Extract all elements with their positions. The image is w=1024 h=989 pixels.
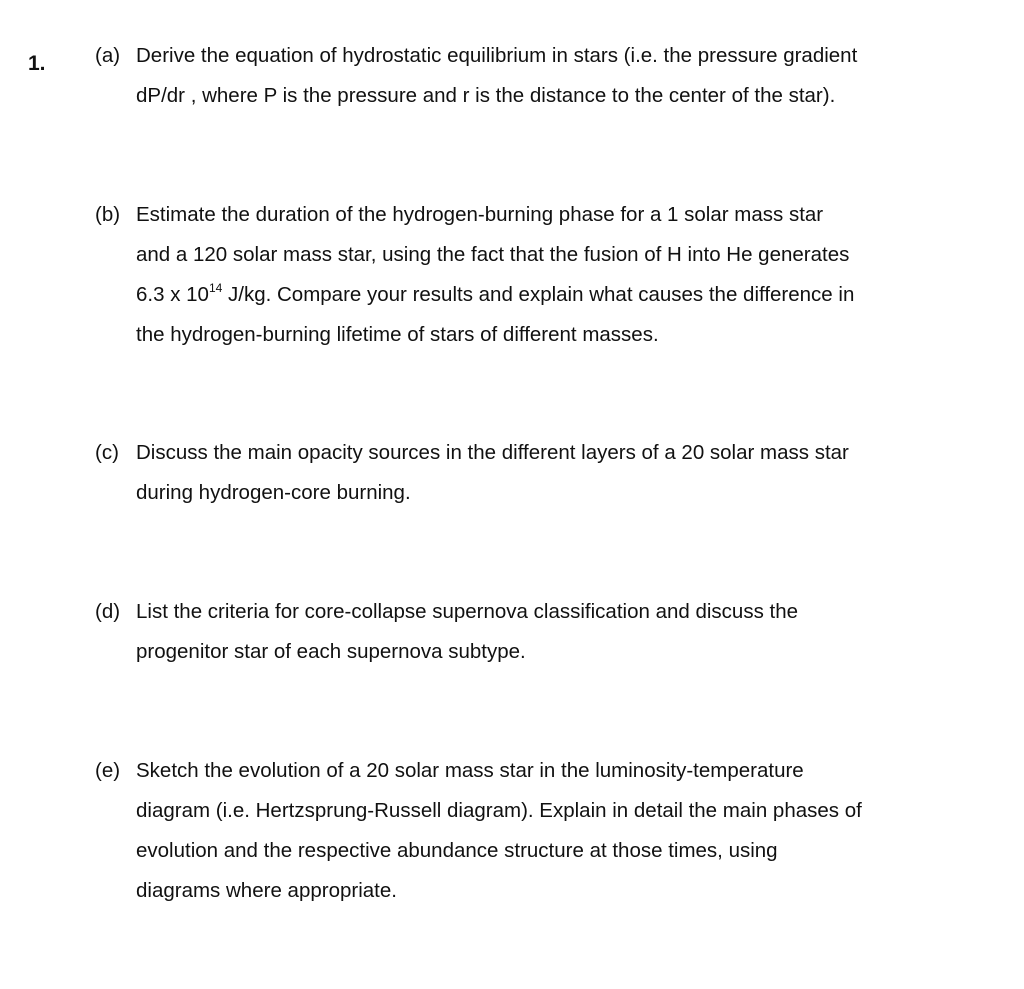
question-part-d <box>95 592 975 672</box>
part-d-text <box>136 592 975 672</box>
part-b-line-3-rest: J/kg. Compare your results and explain what causes the difference in <box>222 283 855 306</box>
question-part-e <box>95 751 975 911</box>
part-c-line-2: during hydrogen-core burning. <box>136 481 411 504</box>
part-e-line-2: diagram (i.e. Hertzsprung-Russell diagram). Explain in detail the main phases of <box>136 799 862 822</box>
part-d-line-1: List the criteria for core-collapse supernova classification and discuss the <box>136 600 799 623</box>
part-a-label: (a) <box>95 44 121 67</box>
part-d-line-2: progenitor star of each supernova subtype. <box>136 640 526 663</box>
part-b-label: (b) <box>95 203 121 226</box>
part-c-line-1: Discuss the main opacity sources in the different layers of a 20 solar mass star <box>136 441 849 464</box>
part-e-text <box>136 751 975 911</box>
part-b-line-2: and a 120 solar mass star, using the fact that the fusion of H into He generates <box>136 243 850 266</box>
part-a-line-1: Derive the equation of hydrostatic equilibrium in stars (i.e. the pressure gradient <box>136 44 858 67</box>
energy-exponent: 14 <box>208 281 223 295</box>
part-e-line-1: Sketch the evolution of a 20 solar mass star in the luminosity-temperature <box>136 759 804 782</box>
part-e-line-3: evolution and the respective abundance structure at those times, using <box>136 839 778 862</box>
part-e-label: (e) <box>95 759 121 782</box>
part-a-text <box>136 36 975 116</box>
part-b-text <box>136 195 975 355</box>
part-c-text <box>136 433 975 513</box>
part-b-line-3 <box>136 275 975 315</box>
question-part-b <box>95 195 975 355</box>
question-number: 1. <box>28 52 46 75</box>
part-c-label: (c) <box>95 441 119 464</box>
energy-value: 6.3 x 10 <box>136 283 209 306</box>
part-a-line-2: dP/dr , where P is the pressure and r is the distance to the center of the star). <box>136 84 836 107</box>
part-b-line-1: Estimate the duration of the hydrogen-burning phase for a 1 solar mass star <box>136 203 824 226</box>
part-b-line-4: the hydrogen-burning lifetime of stars of different masses. <box>136 323 659 346</box>
question-part-a <box>95 36 975 116</box>
part-e-line-4: diagrams where appropriate. <box>136 879 397 902</box>
question-part-c <box>95 433 975 513</box>
part-d-label: (d) <box>95 600 121 623</box>
